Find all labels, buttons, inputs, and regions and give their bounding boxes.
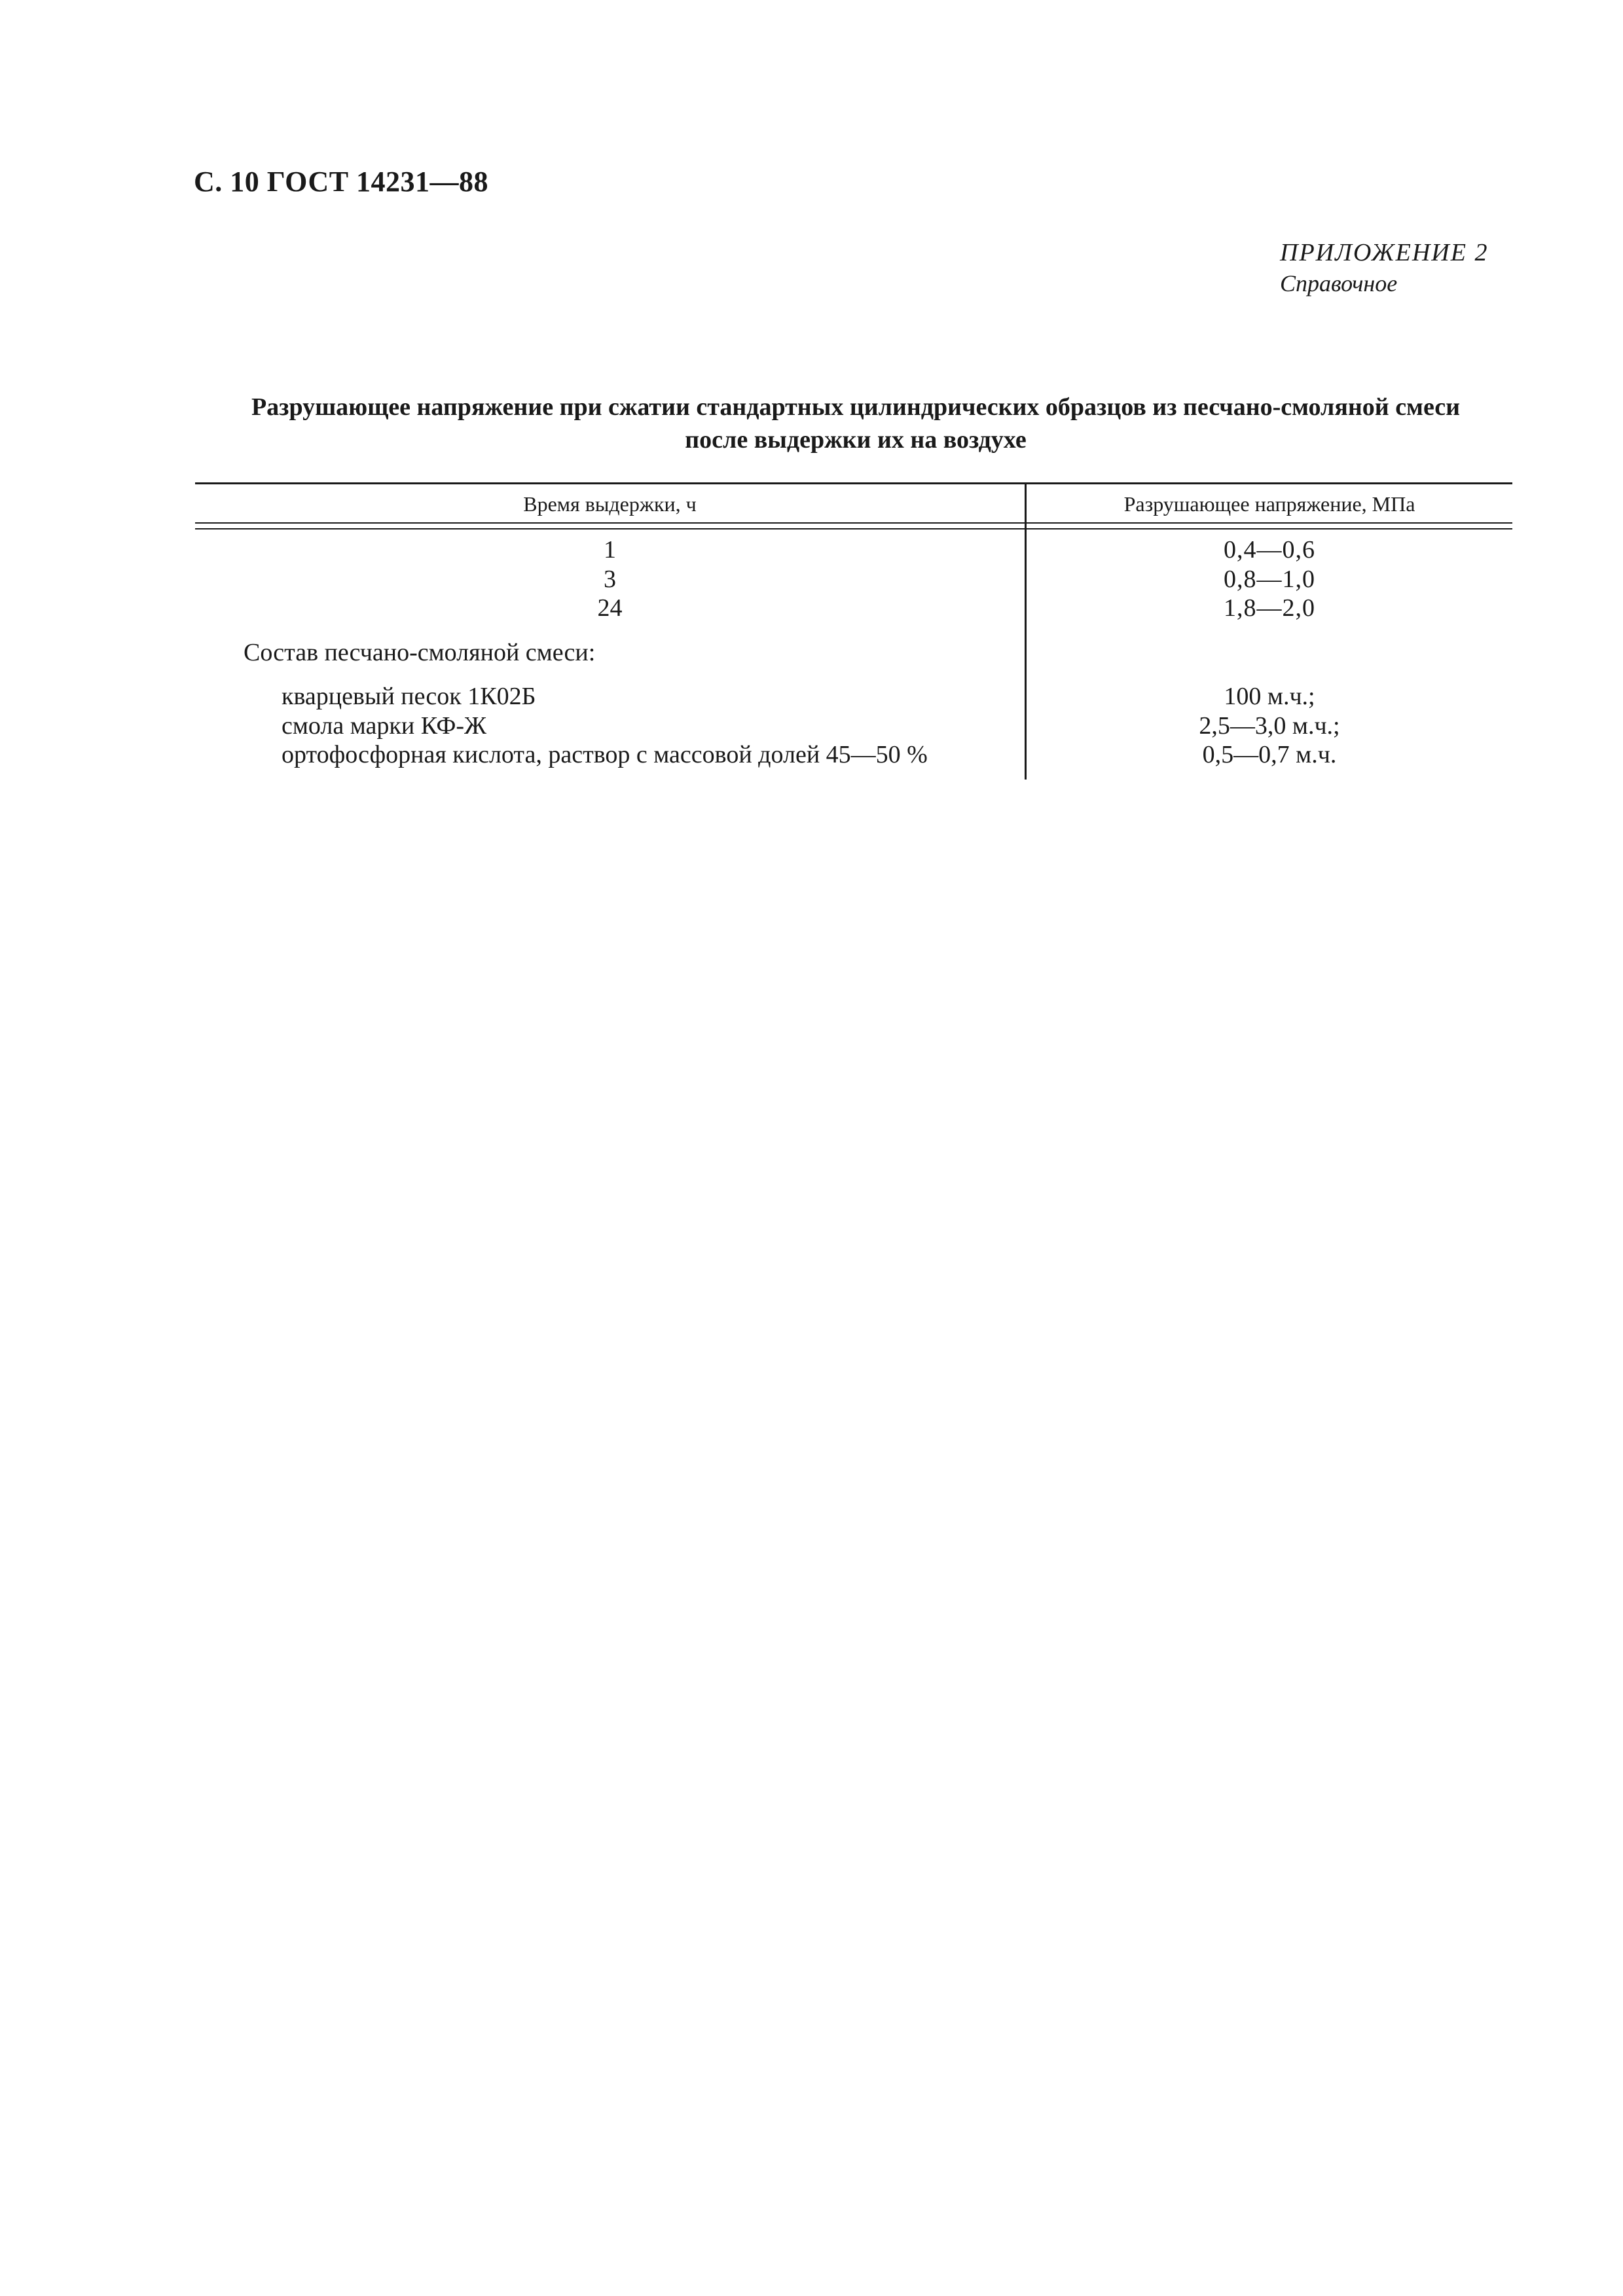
table-cell-stress: 0,4—0,6: [1224, 536, 1315, 564]
table-header-rule: [195, 522, 1512, 524]
column-header-stress: Разрушающее напряжение, МПа: [1123, 492, 1415, 516]
composition-item-amount: 100 м.ч.;: [1224, 683, 1315, 710]
appendix-subtitle: Справочное: [1280, 270, 1398, 296]
appendix-block: [1280, 237, 1488, 298]
table-cell-time: 3: [604, 565, 616, 593]
table-cell-stress: 1,8—2,0: [1224, 594, 1315, 622]
column-header-time: Время выдержки, ч: [523, 492, 697, 516]
composition-title: Состав песчано-смоляной смеси:: [244, 639, 596, 666]
composition-item-name: смола марки КФ-Ж: [282, 712, 487, 740]
table-title-line-2: после выдержки их на воздухе: [685, 426, 1027, 454]
composition-item-amount: 0,5—0,7 м.ч.: [1202, 741, 1337, 768]
table-top-rule: [195, 482, 1512, 484]
page-header: С. 10 ГОСТ 14231—88: [194, 166, 489, 198]
table-cell-stress: 0,8—1,0: [1224, 565, 1315, 593]
table-header-rule-double: [195, 528, 1512, 529]
table-title-line-1: Разрушающее напряжение при сжатии стандартных цилиндрических образцов из песчано-смоляной смеси: [251, 393, 1461, 421]
appendix-title: ПРИЛОЖЕНИЕ 2: [1280, 239, 1489, 266]
table-title: [194, 391, 1518, 456]
composition-item-amount: 2,5—3,0 м.ч.;: [1199, 712, 1340, 740]
table-cell-time: 1: [604, 536, 616, 564]
table-cell-time: 24: [597, 594, 623, 622]
composition-item-name: кварцевый песок 1К02Б: [282, 683, 536, 710]
composition-item-name: ортофосфорная кислота, раствор с массовой долей 45—50 %: [282, 741, 928, 768]
